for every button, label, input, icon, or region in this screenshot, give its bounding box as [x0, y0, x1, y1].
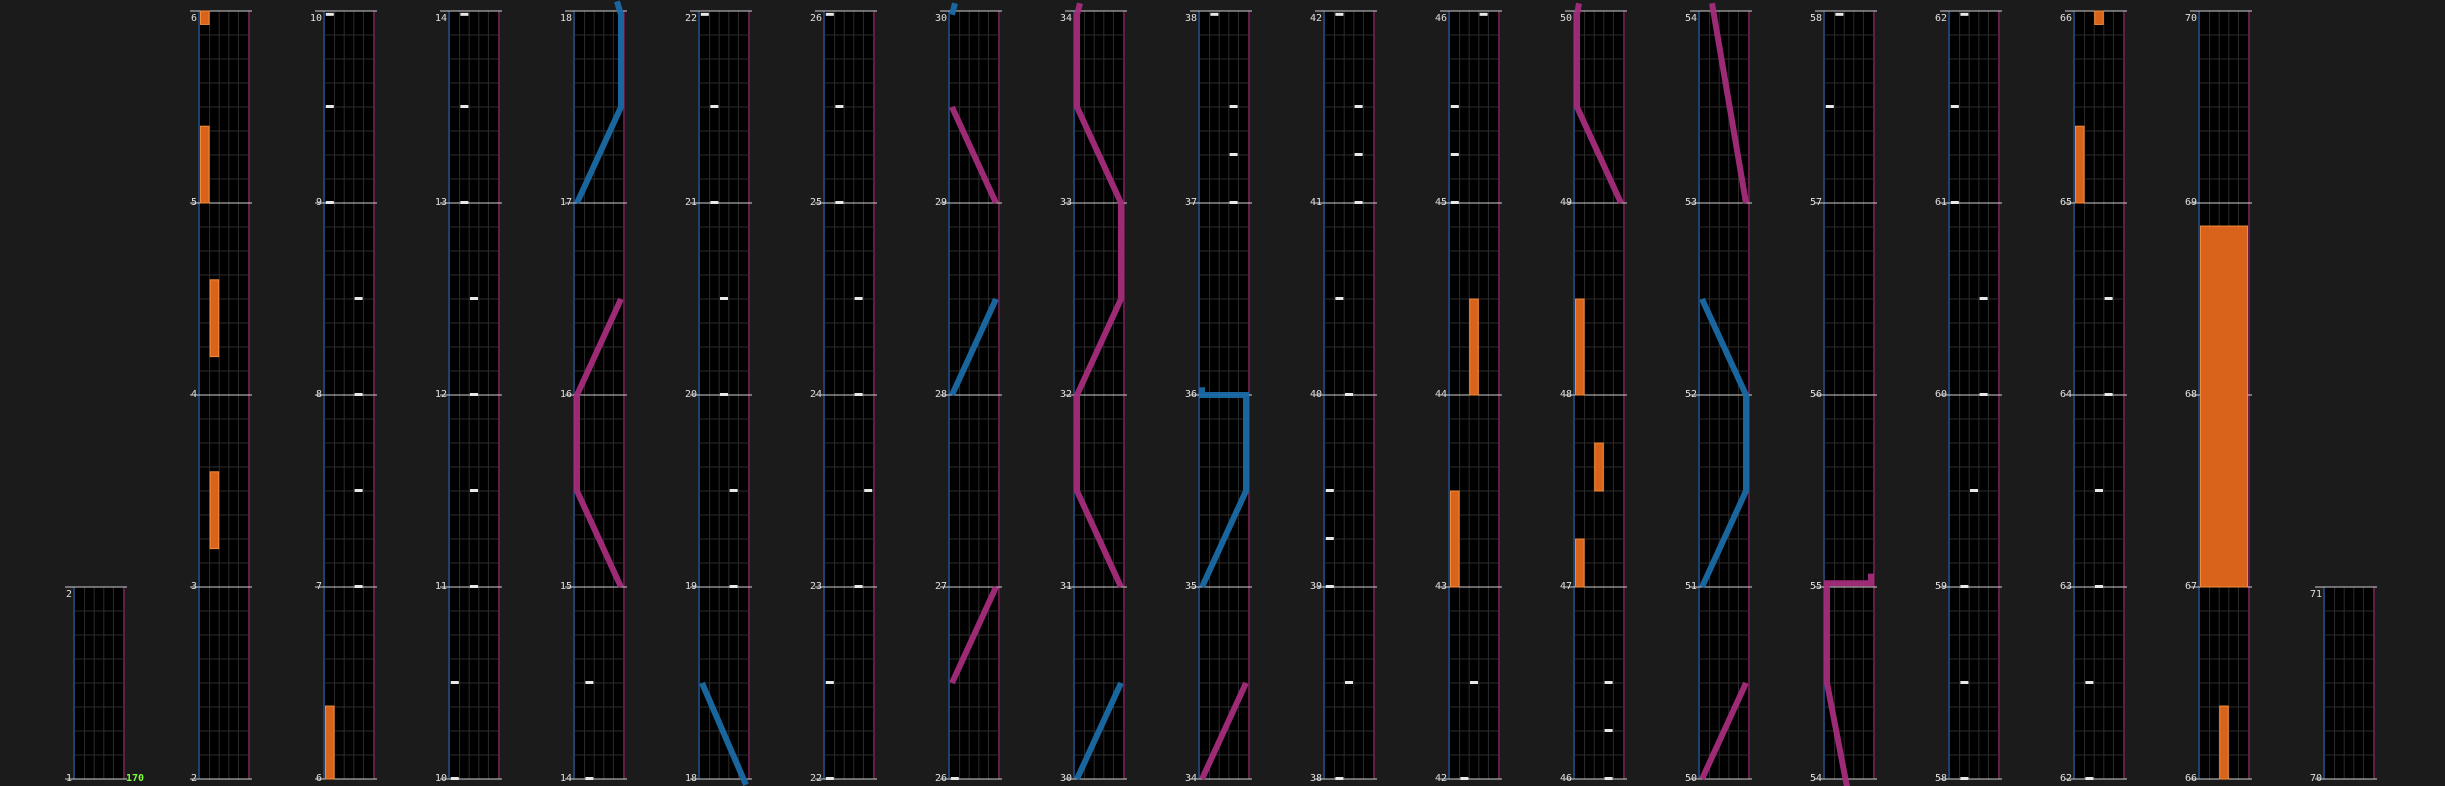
tap-note: [1460, 777, 1468, 780]
hold-note: [2095, 11, 2104, 24]
measure-label: 11: [434, 581, 447, 592]
hold-note: [201, 126, 210, 203]
measure-label-bottom: 54: [1809, 773, 1822, 784]
tap-note: [826, 681, 834, 684]
measure-label: 36: [1184, 389, 1197, 400]
measure-label: 59: [1934, 581, 1947, 592]
tap-note: [585, 777, 593, 780]
measure-label-bottom: 46: [1559, 773, 1572, 784]
tap-note: [1230, 201, 1238, 204]
tap-note: [1960, 585, 1968, 588]
measure-label: 28: [934, 389, 947, 400]
measure-label: 52: [1684, 389, 1697, 400]
measure-label-top: 42: [1309, 13, 1322, 24]
measure-label: 33: [1059, 197, 1072, 208]
tap-note: [2095, 489, 2103, 492]
tap-note: [1605, 729, 1613, 732]
measure-label-bottom: 34: [1184, 773, 1197, 784]
chart-column: [65, 587, 127, 784]
tap-note: [2085, 681, 2093, 684]
tap-note: [355, 489, 363, 492]
measure-label-bottom: 42: [1434, 773, 1447, 784]
hold-note: [1595, 443, 1604, 491]
measure-label: 43: [1434, 581, 1447, 592]
measure-label-top: 22: [684, 13, 697, 24]
tap-note: [1451, 105, 1459, 108]
measure-label-bottom: 58: [1934, 773, 1947, 784]
measure-label-top: 58: [1809, 13, 1822, 24]
chart-column: [1435, 11, 1502, 784]
tap-note: [585, 681, 593, 684]
tap-note: [1326, 537, 1334, 540]
tap-note: [355, 393, 363, 396]
measure-label-top: 71: [2309, 589, 2322, 600]
tap-note: [1970, 489, 1978, 492]
measure-label-bottom: 50: [1684, 773, 1697, 784]
measure-label: 16: [559, 389, 572, 400]
measure-label: 24: [809, 389, 822, 400]
tap-note: [710, 201, 718, 204]
slide-line: [952, 3, 955, 15]
measure-label: 3: [190, 581, 197, 592]
measure-label: 53: [1684, 197, 1697, 208]
measure-label: 68: [2184, 389, 2197, 400]
tap-note: [1980, 393, 1988, 396]
tap-note: [1451, 201, 1459, 204]
chart-column: [1935, 11, 2002, 784]
tap-note: [730, 585, 738, 588]
measure-label-bottom: 10: [434, 773, 447, 784]
tap-note: [855, 393, 863, 396]
tap-note: [355, 585, 363, 588]
measure-label-top: 34: [1059, 13, 1072, 24]
measure-label-bottom: 2: [190, 773, 197, 784]
measure-label-bottom: 38: [1309, 773, 1322, 784]
measure-label: 9: [315, 197, 322, 208]
tap-note: [1335, 13, 1343, 16]
measure-label: 35: [1184, 581, 1197, 592]
chart-column: [2060, 11, 2127, 784]
measure-label: 19: [684, 581, 697, 592]
measure-label-top: 66: [2059, 13, 2072, 24]
measure-label: 55: [1809, 581, 1822, 592]
measure-label-bottom: 70: [2309, 773, 2322, 784]
tap-note: [1355, 153, 1363, 156]
tap-note: [1960, 777, 1968, 780]
measure-label: 7: [315, 581, 322, 592]
measure-label: 4: [190, 389, 197, 400]
measure-label: 15: [559, 581, 572, 592]
measure-label-bottom: 14: [559, 773, 572, 784]
tap-note: [326, 105, 334, 108]
measure-label: 13: [434, 197, 447, 208]
measure-label-top: 54: [1684, 13, 1697, 24]
tap-note: [1951, 105, 1959, 108]
tap-note: [1345, 393, 1353, 396]
tap-note: [730, 489, 738, 492]
chart-column: [935, 3, 1002, 784]
measure-label-top: 62: [1934, 13, 1947, 24]
measure-label-top: 10: [309, 13, 322, 24]
tap-note: [1980, 297, 1988, 300]
measure-label: 27: [934, 581, 947, 592]
measure-label: 41: [1309, 197, 1322, 208]
tap-note: [1826, 105, 1834, 108]
measure-label-top: 38: [1184, 13, 1197, 24]
measure-label: 17: [559, 197, 572, 208]
hold-note: [210, 280, 219, 357]
measure-label-top: 26: [809, 13, 822, 24]
measure-label: 31: [1059, 581, 1072, 592]
hold-note: [2076, 126, 2085, 203]
tap-note: [1960, 13, 1968, 16]
chart-column: [1185, 11, 1252, 784]
tap-note: [710, 105, 718, 108]
tap-note: [470, 393, 478, 396]
tap-note: [1335, 777, 1343, 780]
tap-note: [326, 201, 334, 204]
measure-label-top: 6: [190, 13, 197, 24]
tap-note: [720, 393, 728, 396]
tap-note: [835, 105, 843, 108]
measure-label: 57: [1809, 197, 1822, 208]
measure-label: 45: [1434, 197, 1447, 208]
tap-note: [1355, 201, 1363, 204]
measure-label: 60: [1934, 389, 1947, 400]
measure-label: 51: [1684, 581, 1697, 592]
tap-note: [460, 201, 468, 204]
measure-label-bottom: 66: [2184, 773, 2197, 784]
measure-label-bottom: 6: [315, 773, 322, 784]
measure-label-bottom: 18: [684, 773, 697, 784]
tap-note: [470, 489, 478, 492]
tap-note: [2105, 297, 2113, 300]
chart-column: [190, 11, 252, 784]
tap-note: [451, 777, 459, 780]
measure-label-bottom: 30: [1059, 773, 1072, 784]
measure-label-top: 70: [2184, 13, 2197, 24]
chart-column: [435, 11, 502, 784]
tap-note: [2095, 585, 2103, 588]
measure-label: 48: [1559, 389, 1572, 400]
tap-note: [826, 13, 834, 16]
tap-note: [826, 777, 834, 780]
measure-label: 23: [809, 581, 822, 592]
measure-label: 21: [684, 197, 697, 208]
tap-note: [1951, 201, 1959, 204]
tap-note: [2105, 393, 2113, 396]
measure-label-bottom: 22: [809, 773, 822, 784]
tap-note: [864, 489, 872, 492]
tap-note: [701, 13, 709, 16]
measure-label: 20: [684, 389, 697, 400]
tap-note: [1355, 105, 1363, 108]
chart-column: [560, 1, 627, 784]
tap-note: [720, 297, 728, 300]
measure-label: 8: [315, 389, 322, 400]
measure-label: 44: [1434, 389, 1447, 400]
chart-column: [685, 11, 752, 785]
measure-label: 61: [1934, 197, 1947, 208]
measure-label-top: 14: [434, 13, 447, 24]
hold-note: [210, 472, 219, 549]
hold-note: [1576, 299, 1585, 395]
hold-note: [2201, 226, 2248, 587]
measure-label: 40: [1309, 389, 1322, 400]
hold-note: [326, 706, 335, 779]
tap-note: [355, 297, 363, 300]
tap-note: [855, 297, 863, 300]
tap-note: [1335, 297, 1343, 300]
measure-label: 12: [434, 389, 447, 400]
tap-note: [1230, 153, 1238, 156]
tap-note: [1605, 681, 1613, 684]
tap-note: [460, 105, 468, 108]
measure-label-top: 46: [1434, 13, 1447, 24]
tap-note: [835, 201, 843, 204]
chart-column: [1560, 3, 1627, 784]
measure-label-top: 50: [1559, 13, 1572, 24]
hold-note: [201, 11, 210, 24]
tap-note: [451, 681, 459, 684]
tap-note: [855, 585, 863, 588]
tap-note: [1835, 13, 1843, 16]
tap-note: [1451, 153, 1459, 156]
tap-note: [470, 297, 478, 300]
hold-note: [2220, 706, 2229, 779]
measure-label: 47: [1559, 581, 1572, 592]
chart-column: [810, 11, 877, 784]
tap-note: [326, 13, 334, 16]
measure-label: 25: [809, 197, 822, 208]
hold-note: [1451, 491, 1460, 587]
tap-note: [951, 777, 959, 780]
tap-note: [1326, 489, 1334, 492]
combo-counter: 170: [126, 773, 145, 784]
measure-label: 65: [2059, 197, 2072, 208]
measure-label: 37: [1184, 197, 1197, 208]
chart-column: [1310, 11, 1377, 784]
measure-label: 49: [1559, 197, 1572, 208]
tap-note: [460, 13, 468, 16]
measure-label: 39: [1309, 581, 1322, 592]
measure-label: 63: [2059, 581, 2072, 592]
measure-label: 67: [2184, 581, 2197, 592]
tap-note: [1605, 777, 1613, 780]
tap-note: [1960, 681, 1968, 684]
measure-label: 69: [2184, 197, 2197, 208]
tap-note: [1210, 13, 1218, 16]
chart-column: [1810, 11, 1877, 786]
measure-label: 56: [1809, 389, 1822, 400]
measure-label-bottom: 26: [934, 773, 947, 784]
measure-label: 5: [190, 197, 197, 208]
tap-note: [1345, 681, 1353, 684]
measure-label-bottom: 62: [2059, 773, 2072, 784]
chart-column: [1060, 3, 1127, 784]
chart-column: [2185, 11, 2252, 784]
tap-note: [470, 585, 478, 588]
tap-note: [1470, 681, 1478, 684]
chart-column: [1685, 3, 1752, 784]
tap-note: [1230, 105, 1238, 108]
measure-label-top: 30: [934, 13, 947, 24]
measure-label: 64: [2059, 389, 2072, 400]
tap-note: [1326, 585, 1334, 588]
measure-label-top: 2: [65, 589, 72, 600]
tap-note: [1480, 13, 1488, 16]
measure-label-top: 18: [559, 13, 572, 24]
hold-note: [1470, 299, 1479, 395]
measure-label: 32: [1059, 389, 1072, 400]
measure-label-bottom: 1: [65, 773, 72, 784]
measure-label: 29: [934, 197, 947, 208]
chart-column: [310, 11, 377, 784]
chart-column: [2310, 587, 2377, 784]
hold-note: [1576, 539, 1585, 587]
tap-note: [2085, 777, 2093, 780]
